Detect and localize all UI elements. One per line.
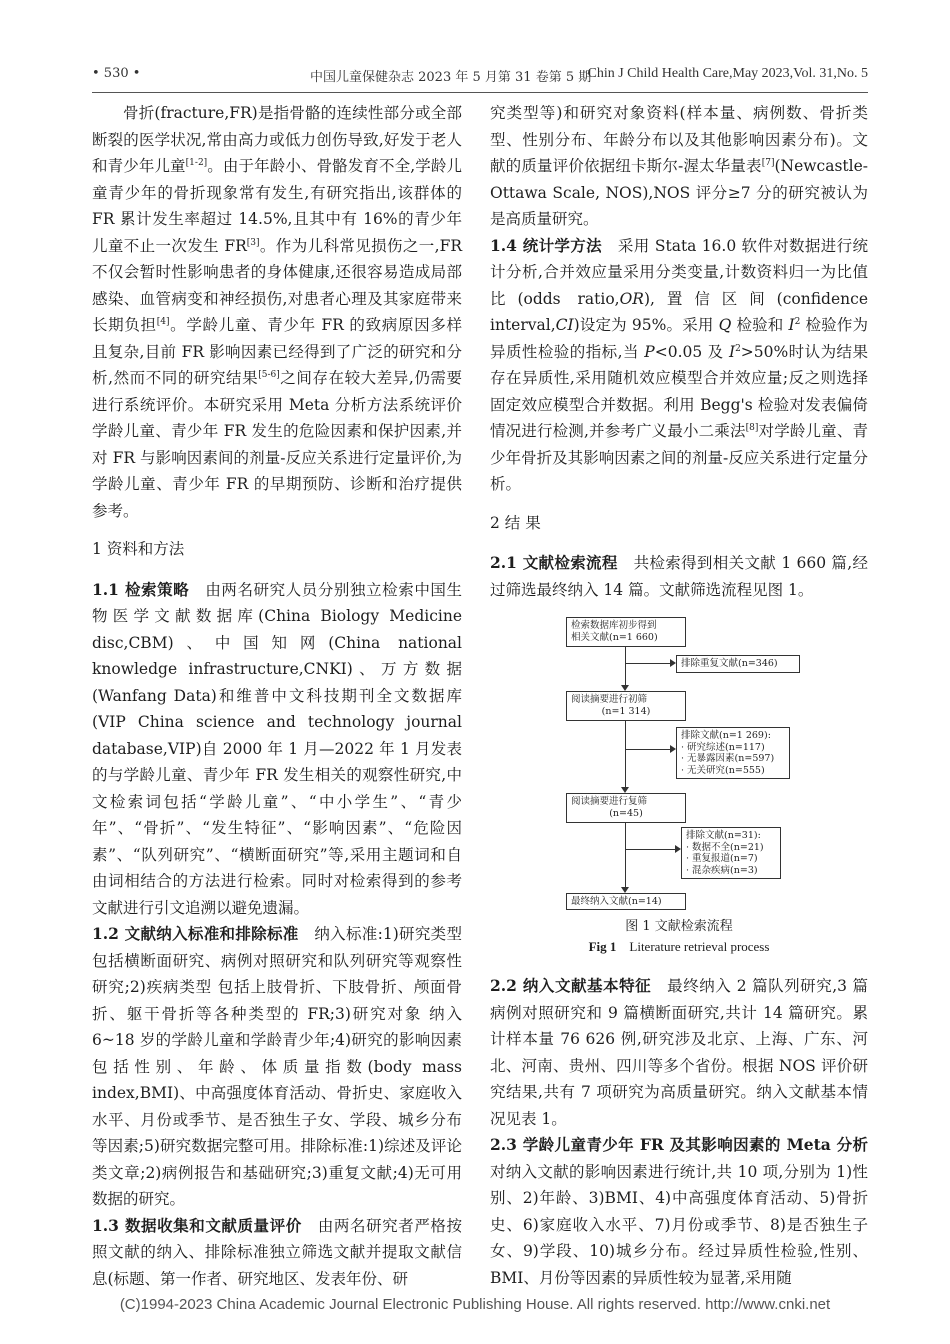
- citation[interactable]: [7]: [761, 157, 775, 168]
- subsection-1-2: 1.2 文献纳入标准和排除标准 纳入标准:1)研究类型 包括横断面研究、病例对照研究和队列研究等观察性研究;2)疾病类型 包括上肢骨折、下肢骨折、颅面骨折、躯干骨折等各种类型的 FR;3)研究对象 纳入 6~18 岁的学龄儿童和学龄青少年;4)研究的影响因素包括性别、年龄、体质量指数(body mass index,BMI)、中高强度体育活动、骨折史、家庭收入水平、月份或季节、是否独生子女、学段、城乡分布等因素;5)研究数据完整可用。排除标准:1)综述及评论类文章;2)病例报告和基础研究;3)重复文献;4)无可用数据的研究。: [92, 924, 462, 1208]
- flow-box-excluded-2: 排除文献(n=31): · 数据不全(n=21) · 重复报道(n=7) · 混杂疾病(n=3): [681, 827, 781, 879]
- journal-title-cn: 中国儿童保健杂志 2023 年 5 月第 31 卷第 5 期: [310, 70, 592, 85]
- section-heading-methods: 1 资料和方法: [92, 540, 185, 558]
- subsection-1-3-continued: 究类型等)和研究对象资料(样本量、病例数、骨折类型、性别分布、年龄分布以及其他影响因素分布)。文献的质量评价依据纽卡斯尔-渥太华量表[7](Newcastle-Ottawa Scale, NOS),NOS 评分≥7 分的研究被认为是高质量研究。: [490, 104, 868, 228]
- intro-paragraph: 骨折(fracture,FR)是指骨骼的连续性部分或全部断裂的医学状况,常由高力或低力创伤导致,好发于老人和青少年儿童[1-2]。由于年龄小、骨骼发育不全,学龄儿童青少年的骨折现象常有发生,有研究指出,该群体的 FR 累计发生率超过 14.5%,且其中有 16%的青少年儿童不止一次发生 FR[3]。作为儿科常见损伤之一,FR 不仅会暂时性影响患者的身体健康,还很容易造成局部感染、血管病变和神经损伤,对患者心理及其家庭带来长期负担[4]。学龄儿童、青少年 FR 的致病原因多样且复杂,目前 FR 影响因素已经得到了广泛的研究和分析,然而不同的研究结果[5-6]之间存在较大差异,仍需要进行系统评价。本研究采用 Meta 分析方法系统评价学龄儿童、青少年 FR 发生的危险因素和保护因素,并对 FR 与影响因素间的剂量-反应关系进行定量评价,为学龄儿童、青少年 FR 的早期预防、诊断和治疗提供参考。: [92, 104, 462, 520]
- subsection-heading: 1.2 文献纳入标准和排除标准: [92, 924, 299, 943]
- subsection-heading: 1.3 数据收集和文献质量评价: [92, 1215, 302, 1235]
- flow-box-duplicates: 排除重复文献(n=346): [676, 655, 800, 673]
- citation[interactable]: [3]: [246, 237, 260, 248]
- figure-caption-en: Fig 1 Literature retrieval process: [588, 939, 770, 954]
- subsection-1-1: 1.1 检索策略 由两名研究人员分别独立检索中国生物医学文献数据库(China Biology Medicine disc,CBM)、中国知网(China national knowledge infrastructure,CNKI)、万方数据(Wanfang Data)和维普中文科技期刊全文数据库(VIP China science and technology journal database,VIP)自 2000 年 1 月—2022 年 1 月发表的与学龄儿童、青少年 FR 发生相关的观察性研究,中文检索词包括“学龄儿童”、“中小学生”、“青少年”、“骨折”、“发生特征”、“影响因素”、“危险因素”、“队列研究”、“横断面研究”等,采用主题词和自由词相结合的方法进行检索。同时对检索得到的参考文献进行引文追溯以避免遗漏。: [92, 579, 462, 917]
- citation[interactable]: [5-6]: [258, 369, 280, 380]
- flow-connector: [625, 849, 675, 850]
- subsection-1-3: 1.3 数据收集和文献质量评价 由两名研究者严格按照文献的纳入、排除标准独立筛选文献并提取文献信息(标题、第一作者、研究地区、发表年份、研: [92, 1215, 462, 1288]
- left-column: [92, 100, 462, 1292]
- subsection-heading: 2.2 纳入文献基本特征: [490, 976, 652, 995]
- flow-box-final: 最终纳入文献(n=14): [566, 893, 686, 910]
- subsection-2-1: 2.1 文献检索流程 共检索得到相关文献 1 660 篇,经过筛选最终纳入 14 篇。文献筛选流程见图 1。: [490, 553, 868, 599]
- flow-connector: [625, 749, 670, 750]
- flow-box-screen2: 阅读摘要进行复筛 (n=45): [566, 793, 686, 823]
- subsection-2-2: 2.2 纳入文献基本特征 最终纳入 2 篇队列研究,3 篇病例对照研究和 9 篇横断面研究,共计 14 篇研究。累计样本量 76 626 例,研究涉及北京、上海、广东、河北、河南、贵州、四川等多个省份。根据 NOS 评价研究结果,共有 7 项研究为高质量研究。纳入文献基本情况见表 1。: [490, 976, 868, 1128]
- journal-title-en: Chin J Child Health Care,May 2023,Vol. 31,No. 5: [587, 66, 868, 81]
- flow-connector: [625, 663, 670, 664]
- subsection-heading: 2.1 文献检索流程: [490, 553, 618, 572]
- flow-box-excluded-1: 排除文献(n=1 269): · 研究综述(n=117) · 无暴露因素(n=597) · 无关研究(n=555): [676, 727, 790, 779]
- flow-connector: [625, 721, 626, 787]
- section-heading-results: 2 结 果: [490, 513, 541, 532]
- flow-box-screen1: 阅读摘要进行初筛 (n=1 314): [566, 691, 686, 721]
- flow-connector: [625, 647, 626, 685]
- citation[interactable]: [8]: [745, 422, 759, 433]
- citation[interactable]: [1-2]: [185, 157, 208, 168]
- citation[interactable]: [4]: [156, 316, 170, 327]
- copyright-footer: (C)1994-2023 China Academic Journal Electronic Publishing House. All rights reserved. http://www.cnki.net: [119, 1296, 831, 1313]
- subsection-1-4: 1.4 统计学方法 采用 Stata 16.0 软件对数据进行统计分析,合并效应量采用分类变量,计数资料归一为比值比(odds ratio,OR),置信区间(confidence interval,CI)设定为 95%。采用 Q 检验和 $I^2$ 检验作为异质性检验的指标,当 P<0.05 及 $I^2>50\%$时认为结果存在异质性,采用随机效应模型合并效应量;反之则选择固定效应模型合并数据。利用 Begg's 检验对发表偏倚情况进行检测,并参考广义最小二乘法[8]对学龄儿童、青少年骨折及其影响因素之间的剂量-反应关系进行定量分析。: [490, 235, 868, 493]
- running-header: [92, 66, 868, 90]
- right-column: [490, 100, 868, 1291]
- header-rule: [92, 92, 868, 93]
- flow-connector: [625, 823, 626, 887]
- flow-box-initial: 检索数据库初步得到 相关文献(n=1 660): [566, 617, 686, 647]
- flowchart-figure: [490, 611, 868, 911]
- page-number: • 530 •: [92, 66, 141, 81]
- subsection-heading: 1.1 检索策略: [92, 579, 190, 599]
- subsection-heading: 1.4 统计学方法: [490, 235, 602, 255]
- subsection-2-3: 2.3 学龄儿童青少年 FR 及其影响因素的 Meta 分析 对纳入文献的影响因素进行统计,共 10 项,分别为 1)性别、2)年龄、3)BMI、4)中高强度体育活动、5)骨折史、6)家庭收入水平、7)月份或季节、8)是否独生子女、9)学段、10)城乡分布。经过异质性检验,性别、BMI、月份等因素的异质性较为显著,采用随: [490, 1135, 868, 1287]
- figure-caption-cn: 图 1 文献检索流程: [625, 919, 733, 934]
- subsection-heading: 2.3 学龄儿童青少年 FR 及其影响因素的 Meta 分析: [490, 1135, 868, 1154]
